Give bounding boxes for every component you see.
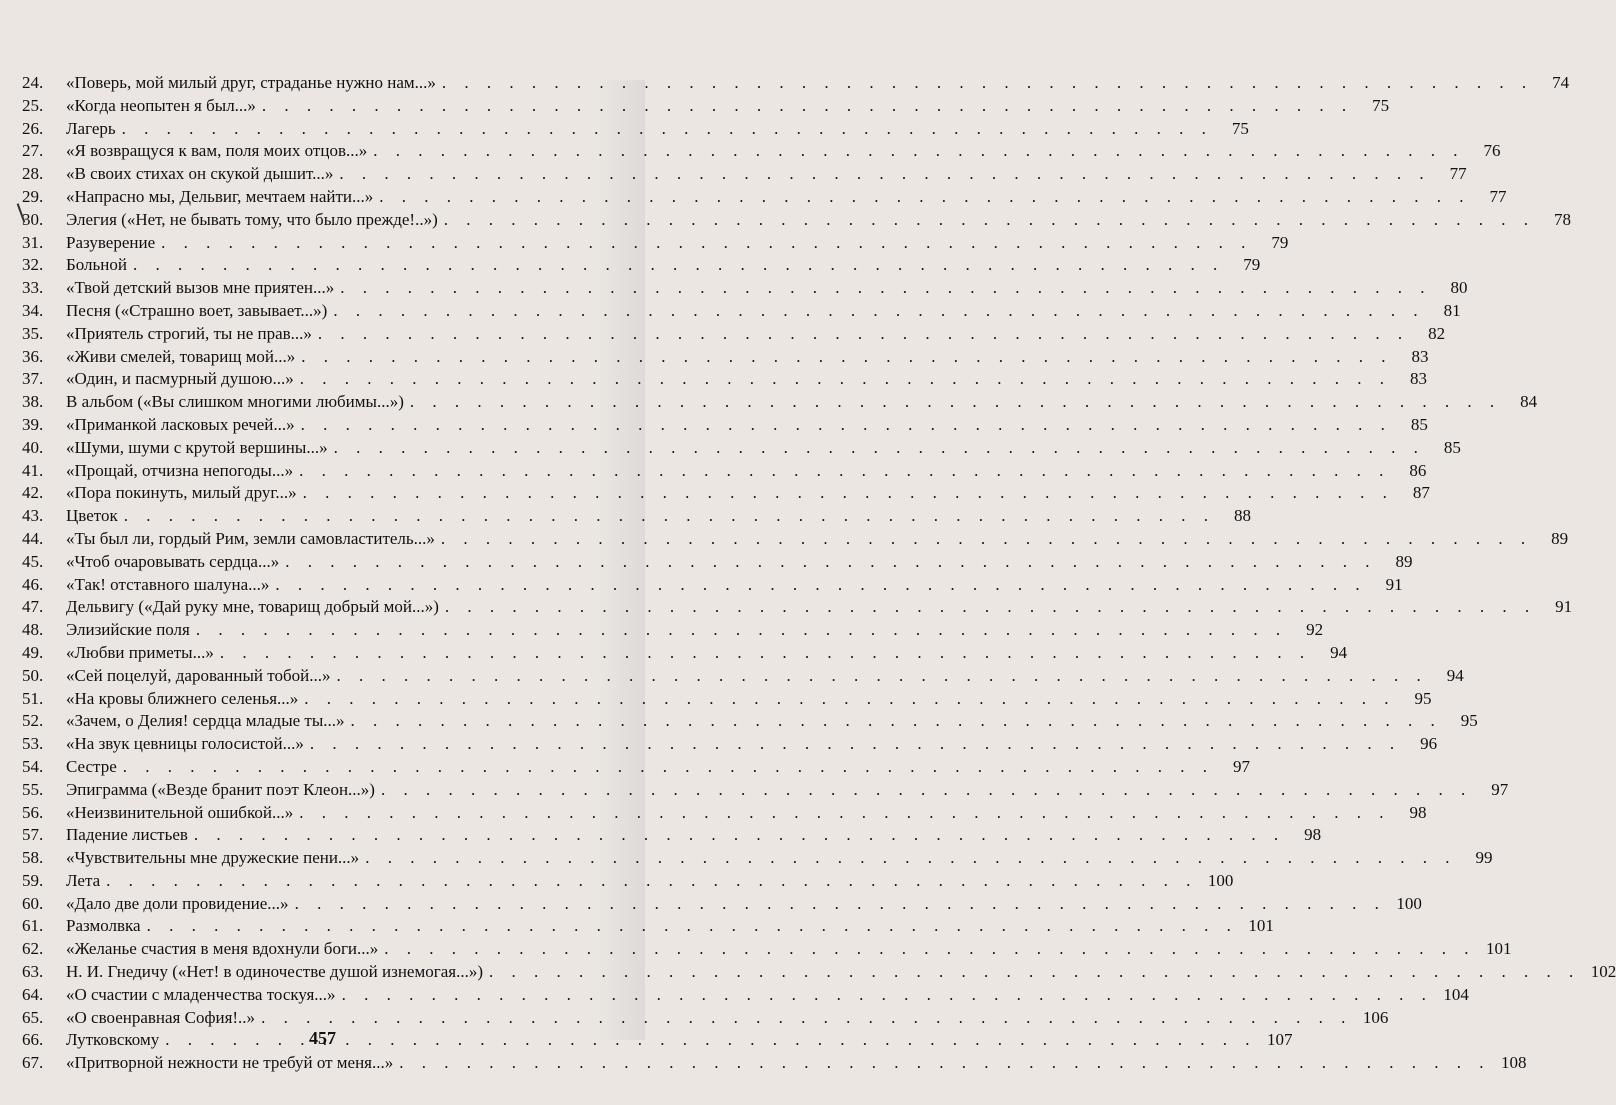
toc-entry xyxy=(22,186,1507,209)
entry-page: 107 xyxy=(1266,1030,1293,1050)
toc-entry xyxy=(22,460,1427,483)
entry-page: 83 xyxy=(1410,369,1427,389)
entry-title: «Так! отставного шалуна...» xyxy=(66,574,270,594)
toc-entry xyxy=(22,277,1468,300)
entry-page: 99 xyxy=(1475,848,1493,868)
entry-number: 43. xyxy=(22,506,44,526)
toc-entry xyxy=(22,368,1427,391)
entry-page: 78 xyxy=(1554,209,1572,229)
toc-entry xyxy=(22,437,1461,460)
entry-number: 50. xyxy=(22,665,44,685)
dot-leader xyxy=(304,733,1401,756)
dot-leader xyxy=(404,391,1501,414)
dot-leader xyxy=(127,254,1224,277)
dot-leader xyxy=(328,437,1425,460)
entry-title: Сестре xyxy=(66,756,117,776)
toc-entry xyxy=(22,1007,1389,1030)
dot-leader xyxy=(141,915,1238,938)
toc-entry xyxy=(22,95,1390,118)
entry-title: «Твой детский вызов мне приятен...» xyxy=(66,278,335,298)
dot-leader xyxy=(435,528,1532,551)
toc-entry xyxy=(22,254,1261,277)
entry-number: 65. xyxy=(22,1007,44,1027)
toc-entry xyxy=(22,915,1274,938)
entry-number: 34. xyxy=(22,300,44,320)
entry-page: 87 xyxy=(1412,483,1430,503)
entry-title: «Я возвращуся к вам, поля моих отцов...» xyxy=(66,141,368,161)
entry-page: 81 xyxy=(1443,300,1461,320)
dot-leader xyxy=(334,277,1431,300)
entry-number: 31. xyxy=(22,232,44,252)
entry-number: 48. xyxy=(22,620,44,640)
dot-leader xyxy=(293,460,1390,483)
toc-entry xyxy=(22,505,1251,528)
entry-title: Падение листьев xyxy=(66,825,188,845)
dot-leader xyxy=(117,756,1214,779)
toc-entry xyxy=(22,1052,1527,1075)
entry-page: 94 xyxy=(1446,665,1464,685)
dot-leader xyxy=(100,870,1197,893)
entry-page: 77 xyxy=(1489,186,1507,206)
dot-leader xyxy=(327,300,1424,323)
entry-page: 106 xyxy=(1362,1007,1389,1027)
entry-page: 101 xyxy=(1248,916,1274,936)
dot-leader xyxy=(312,323,1409,346)
entry-page: 96 xyxy=(1420,734,1438,754)
entry-number: 51. xyxy=(22,688,44,708)
dot-leader xyxy=(345,710,1442,733)
entry-title: «Напрасно мы, Дельвиг, мечтаем найти...» xyxy=(66,186,374,206)
entry-page: 108 xyxy=(1501,1053,1527,1073)
toc-entry xyxy=(22,163,1467,186)
entry-page: 101 xyxy=(1486,939,1512,959)
toc-entry xyxy=(22,756,1250,779)
entry-title: Цветок xyxy=(66,506,118,526)
entry-page: 82 xyxy=(1428,323,1446,343)
entry-page: 80 xyxy=(1450,278,1468,298)
entry-title: Н. И. Гнедичу («Нет! в одиночестве душой изнемогая...») xyxy=(66,962,483,982)
entry-title: «Сей поцелуй, дарованный тобой...» xyxy=(66,665,331,685)
toc-entry xyxy=(22,710,1478,733)
entry-number: 61. xyxy=(22,916,44,936)
toc-entry xyxy=(22,665,1464,688)
entry-title: Разуверение xyxy=(66,232,156,252)
entry-number: 24. xyxy=(22,73,44,92)
entry-title: «Приманкой ласковых речей...» xyxy=(66,414,295,434)
entry-title: Лутковскому xyxy=(66,1030,160,1050)
entry-number: 41. xyxy=(22,460,44,480)
entry-title: «Зачем, о Делия! сердца младые ты...» xyxy=(66,711,345,731)
entry-title: «О счастии с младенчества тоскуя...» xyxy=(66,984,336,1004)
toc-entry xyxy=(22,847,1493,870)
entry-page: 79 xyxy=(1271,232,1289,252)
entry-title: Размолвка xyxy=(66,916,141,936)
entry-page: 100 xyxy=(1396,893,1422,913)
toc-entry xyxy=(22,938,1512,961)
toc-entry xyxy=(22,824,1322,847)
entry-number: 53. xyxy=(22,734,44,754)
entry-number: 63. xyxy=(22,962,44,982)
dot-leader xyxy=(214,642,1311,665)
entry-title: Элегия («Нет, не бывать тому, что было прежде!..») xyxy=(66,209,438,229)
entry-title: Больной xyxy=(66,255,127,275)
entry-page: 86 xyxy=(1409,460,1427,480)
dot-leader xyxy=(289,893,1386,916)
entry-page: 98 xyxy=(1409,802,1427,822)
dot-leader xyxy=(255,1007,1352,1030)
entry-number: 45. xyxy=(22,551,44,571)
dot-leader xyxy=(294,368,1391,391)
entry-title: Лета xyxy=(66,870,101,890)
entry-page: 79 xyxy=(1243,255,1261,275)
toc-entry xyxy=(22,870,1234,893)
entry-number: 57. xyxy=(22,825,44,845)
entry-page: 94 xyxy=(1330,642,1348,662)
toc-entry xyxy=(22,209,1572,232)
entry-title: «Один, и пасмурный душою...» xyxy=(66,369,294,389)
entry-page: 98 xyxy=(1304,825,1322,845)
entry-page: 75 xyxy=(1231,118,1249,138)
entry-page: 75 xyxy=(1372,95,1390,115)
entry-page: 91 xyxy=(1555,597,1573,617)
entry-title: «Пора покинуть, милый друг...» xyxy=(66,483,297,503)
entry-number: 28. xyxy=(22,164,44,184)
dot-leader xyxy=(483,961,1580,984)
dot-leader xyxy=(373,186,1470,209)
dot-leader xyxy=(378,938,1475,961)
dot-leader xyxy=(190,619,1287,642)
dot-leader xyxy=(438,209,1535,232)
table-of-contents xyxy=(22,72,1616,1075)
entry-number: 37. xyxy=(22,369,44,389)
entry-page: 83 xyxy=(1411,346,1429,366)
entry-title: Дельвигу («Дай руку мне, товарищ добрый мой...») xyxy=(66,597,439,617)
toc-entry xyxy=(22,984,1469,1007)
entry-page: 104 xyxy=(1443,984,1469,1004)
entry-title: «На кровы ближнего селенья...» xyxy=(66,688,299,708)
entry-number: 55. xyxy=(22,779,44,799)
entry-title: «Желанье счастия в меня вдохнули боги...» xyxy=(66,939,379,959)
entry-title: Песня («Страшно воет, завывает...») xyxy=(66,300,328,320)
entry-number: 30. xyxy=(22,209,44,229)
entry-title: «На звук цевницы голосистой...» xyxy=(66,734,304,754)
entry-title: В альбом («Вы слишком многими любимы...») xyxy=(66,392,404,412)
dot-leader xyxy=(269,574,1366,597)
toc-entry xyxy=(22,300,1461,323)
dot-leader xyxy=(333,163,1430,186)
toc-entry xyxy=(22,528,1569,551)
dot-leader xyxy=(293,802,1390,825)
entry-page: 100 xyxy=(1207,870,1234,890)
entry-number: 56. xyxy=(22,802,44,822)
toc-entry xyxy=(22,482,1430,505)
dot-leader xyxy=(155,232,1252,255)
entry-number: 49. xyxy=(22,642,44,662)
dot-leader xyxy=(436,72,1533,95)
entry-number: 47. xyxy=(22,597,44,617)
toc-entry xyxy=(22,118,1249,141)
dot-leader xyxy=(375,779,1472,802)
entry-number: 54. xyxy=(22,756,44,776)
entry-number: 36. xyxy=(22,346,44,366)
entry-title: «Чувствительны мне дружеские пени...» xyxy=(66,848,360,868)
entry-number: 27. xyxy=(22,141,44,161)
entry-number: 38. xyxy=(22,392,44,412)
entry-title: «В своих стихах он скукой дышит...» xyxy=(66,164,334,184)
toc-entry xyxy=(22,574,1403,597)
entry-number: 26. xyxy=(22,118,44,138)
entry-page: 97 xyxy=(1491,779,1509,799)
entry-page: 89 xyxy=(1395,551,1413,571)
entry-page: 102 xyxy=(1590,962,1616,982)
toc-entry xyxy=(22,893,1422,916)
toc-entry xyxy=(22,414,1428,437)
entry-page: 85 xyxy=(1443,437,1461,457)
dot-leader xyxy=(188,824,1285,847)
entry-title: Лагерь xyxy=(66,118,116,138)
toc-entry xyxy=(22,802,1427,825)
entry-number: 66. xyxy=(22,1030,44,1050)
entry-title: «Шуми, шуми с крутой вершины...» xyxy=(66,437,328,457)
toc-entry xyxy=(22,346,1429,369)
entry-number: 25. xyxy=(22,95,44,115)
entry-title: «Живи смелей, товарищ мой...» xyxy=(66,346,296,366)
toc-entry xyxy=(22,642,1348,665)
toc-entry xyxy=(22,619,1324,642)
entry-page: 92 xyxy=(1306,620,1324,640)
dot-leader xyxy=(118,505,1215,528)
entry-number: 39. xyxy=(22,414,44,434)
dot-leader xyxy=(367,140,1464,163)
entry-page: 89 xyxy=(1551,528,1569,548)
entry-number: 64. xyxy=(22,984,44,1004)
toc-entry xyxy=(22,688,1432,711)
entry-title: «Поверь, мой милый друг, страданье нужно нам...» xyxy=(66,73,436,92)
dot-leader xyxy=(295,414,1392,437)
entry-number: 33. xyxy=(22,278,44,298)
entry-page: 76 xyxy=(1483,141,1501,161)
entry-number: 32. xyxy=(22,255,44,275)
entry-title: «Прощай, отчизна непогоды...» xyxy=(66,460,294,480)
dot-leader xyxy=(393,1052,1490,1075)
entry-page: 85 xyxy=(1410,414,1428,434)
entry-page: 84 xyxy=(1520,392,1538,412)
entry-number: 46. xyxy=(22,574,44,594)
dot-leader xyxy=(330,665,1427,688)
toc-entry xyxy=(22,72,1570,95)
toc-entry xyxy=(22,961,1616,984)
entry-title: «Любви приметы...» xyxy=(66,642,214,662)
entry-page: 91 xyxy=(1385,574,1403,594)
dot-leader xyxy=(298,688,1395,711)
page-number: 457 xyxy=(309,1028,336,1048)
entry-number: 67. xyxy=(22,1053,44,1073)
entry-number: 58. xyxy=(22,848,44,868)
entry-title: «Ты был ли, гордый Рим, земли самовластитель...» xyxy=(66,528,435,548)
entry-page: 95 xyxy=(1460,711,1478,731)
dot-leader xyxy=(295,346,1392,369)
dot-leader xyxy=(359,847,1456,870)
entry-title: «О своенравная София!..» xyxy=(66,1007,256,1027)
entry-title: «Дало две доли провидение...» xyxy=(66,893,289,913)
entry-title: «Притворной нежности не требуй от меня...» xyxy=(66,1053,394,1073)
entry-number: 35. xyxy=(22,323,44,343)
toc-entry xyxy=(22,551,1413,574)
entry-page: 74 xyxy=(1552,73,1570,92)
entry-title: «Приятель строгий, ты не прав...» xyxy=(66,323,312,343)
entry-title: «Неизвинительной ошибкой...» xyxy=(66,802,294,822)
toc-entry xyxy=(22,232,1289,255)
entry-title: «Когда неопытен я был...» xyxy=(66,95,256,115)
entry-page: 88 xyxy=(1233,506,1251,526)
entry-page: 95 xyxy=(1414,688,1432,708)
entry-number: 59. xyxy=(22,870,44,890)
entry-number: 29. xyxy=(22,186,44,206)
toc-entry xyxy=(22,779,1509,802)
entry-number: 44. xyxy=(22,528,44,548)
entry-number: 40. xyxy=(22,437,44,457)
dot-leader xyxy=(439,596,1536,619)
dot-leader xyxy=(297,482,1394,505)
entry-page: 97 xyxy=(1233,756,1250,776)
dot-leader xyxy=(336,984,1433,1007)
entry-number: 60. xyxy=(22,893,44,913)
entry-number: 62. xyxy=(22,939,44,959)
entry-number: 52. xyxy=(22,711,44,731)
entry-page: 77 xyxy=(1449,164,1467,184)
dot-leader xyxy=(256,95,1353,118)
dot-leader xyxy=(279,551,1376,574)
toc-entry xyxy=(22,391,1538,414)
toc-entry xyxy=(22,596,1573,619)
toc-entry xyxy=(22,140,1501,163)
entry-title: Эпиграмма («Везде бранит поэт Клеон...») xyxy=(66,779,375,799)
toc-entry xyxy=(22,733,1438,756)
entry-title: «Чтоб очаровывать сердца...» xyxy=(66,551,280,571)
entry-title: Элизийские поля xyxy=(66,620,190,640)
entry-number: 42. xyxy=(22,483,44,503)
dot-leader xyxy=(116,118,1213,141)
toc-entry xyxy=(22,323,1446,346)
